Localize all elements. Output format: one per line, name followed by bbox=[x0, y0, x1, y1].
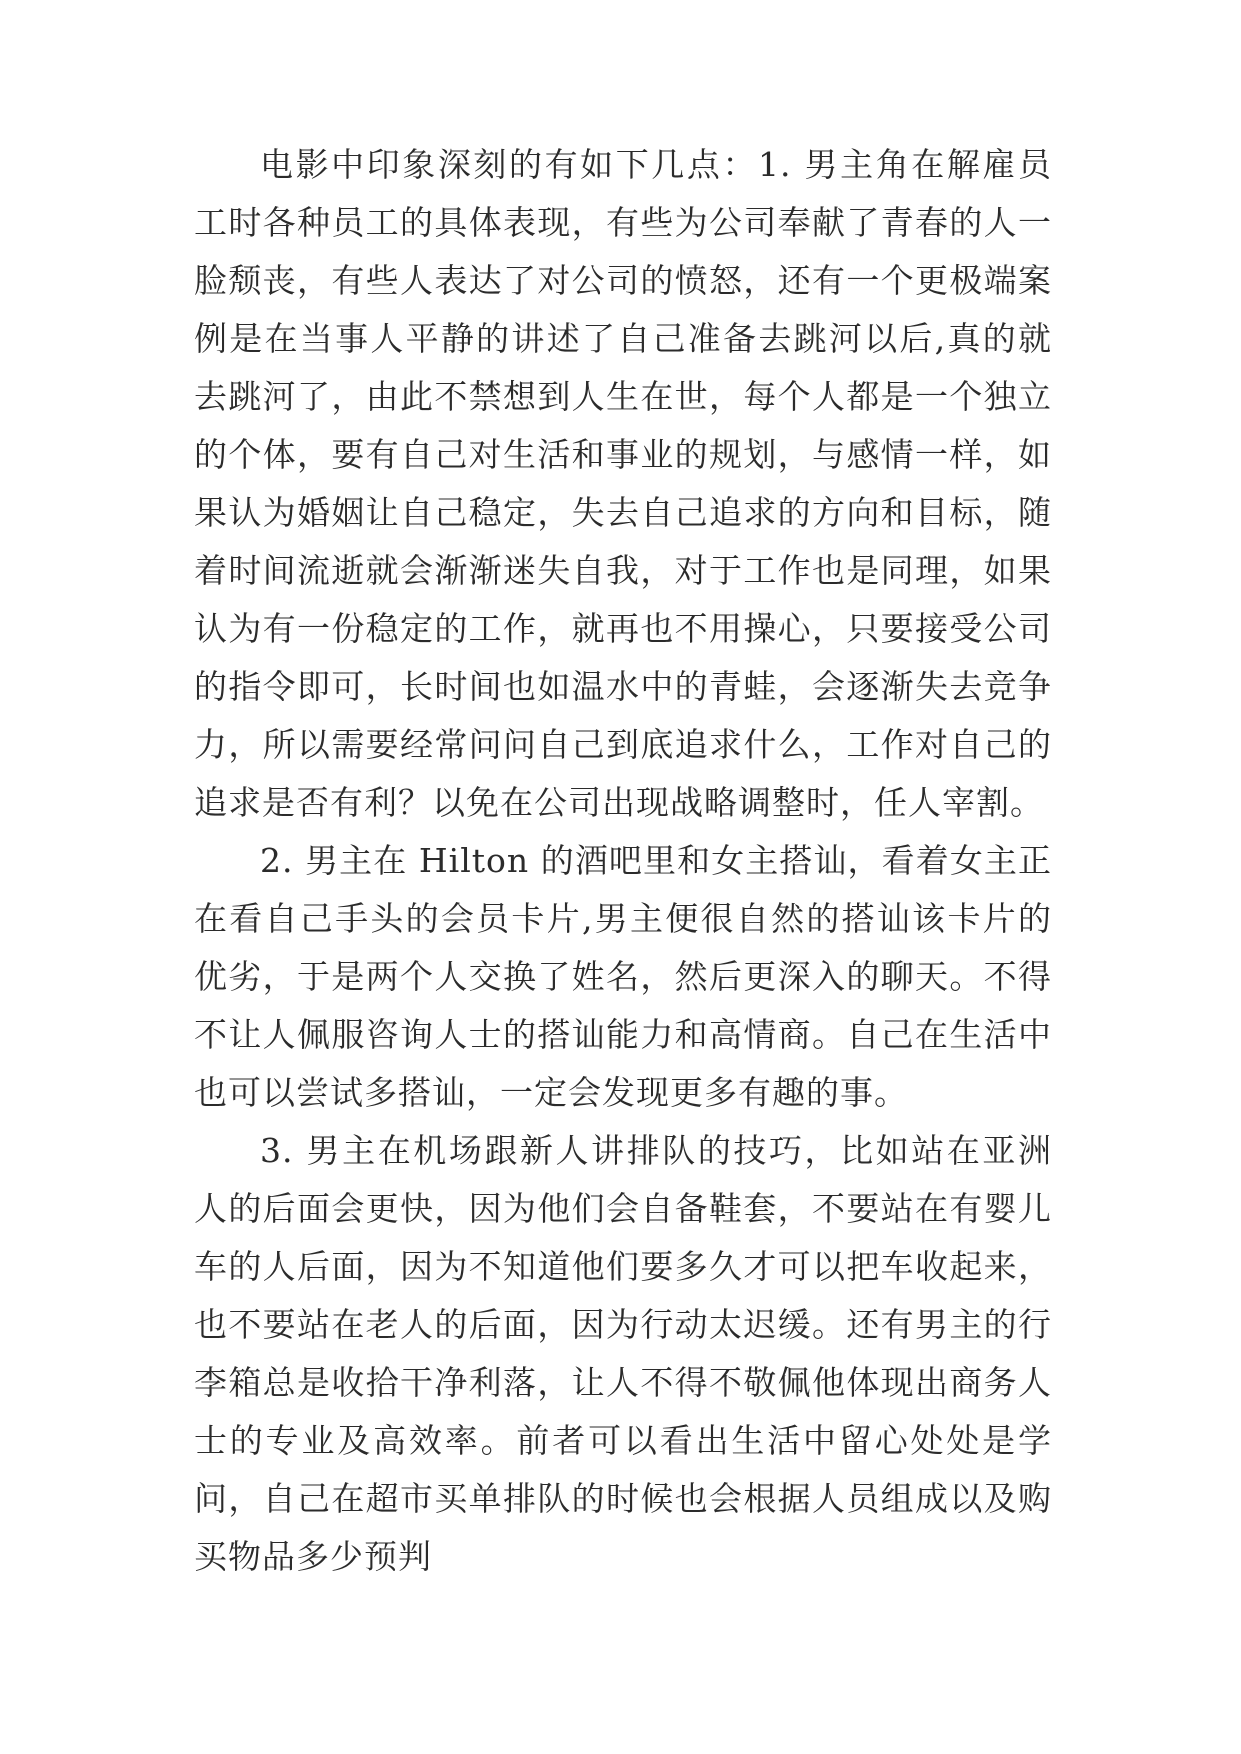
paragraph-3: 3. 男主在机场跟新人讲排队的技巧，比如站在亚洲人的后面会更快，因为他们会自备鞋套，不要站在有婴儿车的人后面，因为不知道他们要多久才可以把车收起来，也不要站在老人的后面，因为行动太迟缓。还有男主的行李箱总是收拾干净利落，让人不得不敬佩他体现出商务人士的专业及高效率。前者可以看出生活中留心处处是学问，自己在超市买单排队的时候也会根据人员组成以及购买物品多少预判 bbox=[194, 1131, 1052, 1576]
paragraph-1: 电影中印象深刻的有如下几点：1. 男主角在解雇员工时各种员工的具体表现，有些为公司奉献了青春的人一脸颓丧，有些人表达了对公司的愤怒，还有一个更极端案例是在当事人平静的讲述了自己准备去跳河以后,真的就去跳河了，由此不禁想到人生在世，每个人都是一个独立的个体，要有自己对生活和事业的规划，与感情一样，如果认为婚姻让自己稳定，失去自己追求的方向和目标，随着时间流逝就会渐渐迷失自我，对于工作也是同理，如果认为有一份稳定的工作，就再也不用操心，只要接受公司的指令即可，长时间也如温水中的青蛙，会逐渐失去竞争力，所以需要经常问问自己到底追求什么，工作对自己的追求是否有利？以免在公司出现战略调整时，任人宰割。 bbox=[194, 145, 1052, 822]
paragraph-2: 2. 男主在 Hilton 的酒吧里和女主搭讪，看着女主正在看自己手头的会员卡片,男主便很自然的搭讪该卡片的优劣，于是两个人交换了姓名，然后更深入的聊天。不得不让人佩服咨询人士的搭讪能力和高情商。自己在生活中也可以尝试多搭讪，一定会发现更多有趣的事。 bbox=[194, 841, 1052, 1112]
document-body bbox=[194, 136, 1052, 1586]
